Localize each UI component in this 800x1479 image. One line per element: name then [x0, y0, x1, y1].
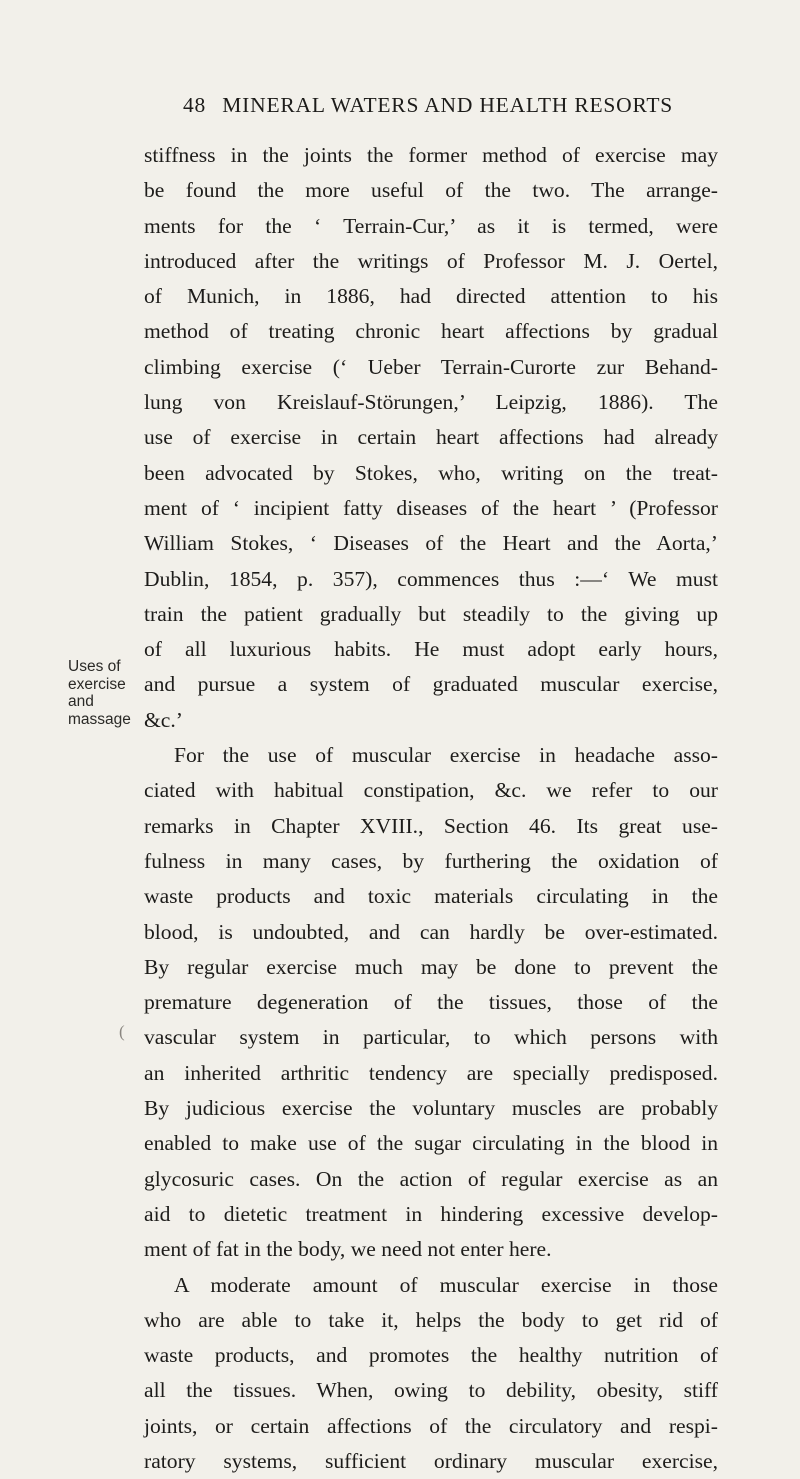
text-line: an inherited arthritic tendency are specially predisposed. — [144, 1060, 718, 1085]
text-line: fulness in many cases, by furthering the oxidation of — [144, 848, 718, 873]
stray-mark: ( — [119, 1022, 125, 1041]
text-line: aid to dietetic treatment in hindering excessive develop- — [144, 1201, 718, 1226]
text-line: ments for the ‘ Terrain-Cur,’ as it is termed, were — [144, 213, 718, 238]
paragraph-start-line: A moderate amount of muscular exercise in those — [174, 1272, 718, 1297]
text-line: train the patient gradually but steadily to the giving up — [144, 601, 718, 626]
text-line: remarks in Chapter XVIII., Section 46. Its great use- — [144, 813, 718, 838]
running-head — [142, 93, 714, 118]
text-line: waste products and toxic materials circulating in the — [144, 884, 718, 909]
text-line: use of exercise in certain heart affections had already — [144, 425, 718, 450]
text-line: blood, is undoubted, and can hardly be over-estimated. — [144, 919, 718, 944]
text-line: joints, or certain affections of the circulatory and respi- — [144, 1413, 718, 1438]
margin-note-line: Uses of — [68, 658, 121, 675]
text-line: Dublin, 1854, p. 357), commences thus :—‘ We must — [144, 566, 718, 591]
text-line: waste products, and promotes the healthy nutrition of — [144, 1343, 718, 1368]
page-number: 48 — [182, 93, 207, 117]
text-line: of Munich, in 1886, had directed attention to his — [144, 284, 718, 309]
text-line: By judicious exercise the voluntary muscles are probably — [144, 1096, 718, 1121]
text-line: introduced after the writings of Professor M. J. Oertel, — [144, 248, 718, 273]
running-title: MINERAL WATERS AND HEALTH RESORTS — [222, 93, 674, 117]
text-line: and pursue a system of graduated muscular exercise, — [144, 672, 718, 697]
margin-note-line: and — [68, 693, 94, 710]
text-line: been advocated by Stokes, who, writing on the treat- — [144, 460, 718, 485]
text-line: By regular exercise much may be done to prevent the — [144, 954, 718, 979]
margin-note-line: massage — [68, 710, 131, 728]
text-line: stiffness in the joints the former method of exercise may — [144, 143, 718, 167]
text-line: premature degeneration of the tissues, those of the — [144, 990, 718, 1015]
body-text — [144, 138, 718, 1479]
text-line: enabled to make use of the sugar circulating in the blood in — [144, 1131, 718, 1156]
text-line: William Stokes, ‘ Diseases of the Heart and the Aorta,’ — [144, 531, 718, 556]
paragraph-start-line: For the use of muscular exercise in headache asso- — [174, 743, 718, 768]
text-line: glycosuric cases. On the action of regular exercise as an — [144, 1166, 718, 1191]
text-line: all the tissues. When, owing to debility, obesity, stiff — [144, 1378, 718, 1403]
text-line: &c.’ — [144, 707, 183, 732]
text-line: method of treating chronic heart affections by gradual — [144, 319, 718, 344]
margin-note — [68, 658, 148, 728]
text-line: be found the more useful of the two. The arrange- — [144, 178, 718, 203]
text-line: of all luxurious habits. He must adopt early hours, — [144, 637, 718, 662]
text-line: ment of ‘ incipient fatty diseases of the heart ’ (Professor — [144, 495, 718, 520]
text-line: who are able to take it, helps the body to get rid of — [144, 1307, 718, 1332]
text-line: ratory systems, sufficient ordinary muscular exercise, — [144, 1448, 718, 1473]
text-line: vascular system in particular, to which persons with — [144, 1025, 718, 1050]
text-line: lung von Kreislauf-Störungen,’ Leipzig, 1886). The — [144, 390, 718, 415]
margin-note-line: exercise — [68, 675, 126, 693]
text-line: climbing exercise (‘ Ueber Terrain-Curorte zur Behand- — [144, 354, 718, 379]
text-line: ciated with habitual constipation, &c. we refer to our — [144, 778, 718, 803]
text-line: ment of fat in the body, we need not enter here. — [144, 1237, 552, 1262]
